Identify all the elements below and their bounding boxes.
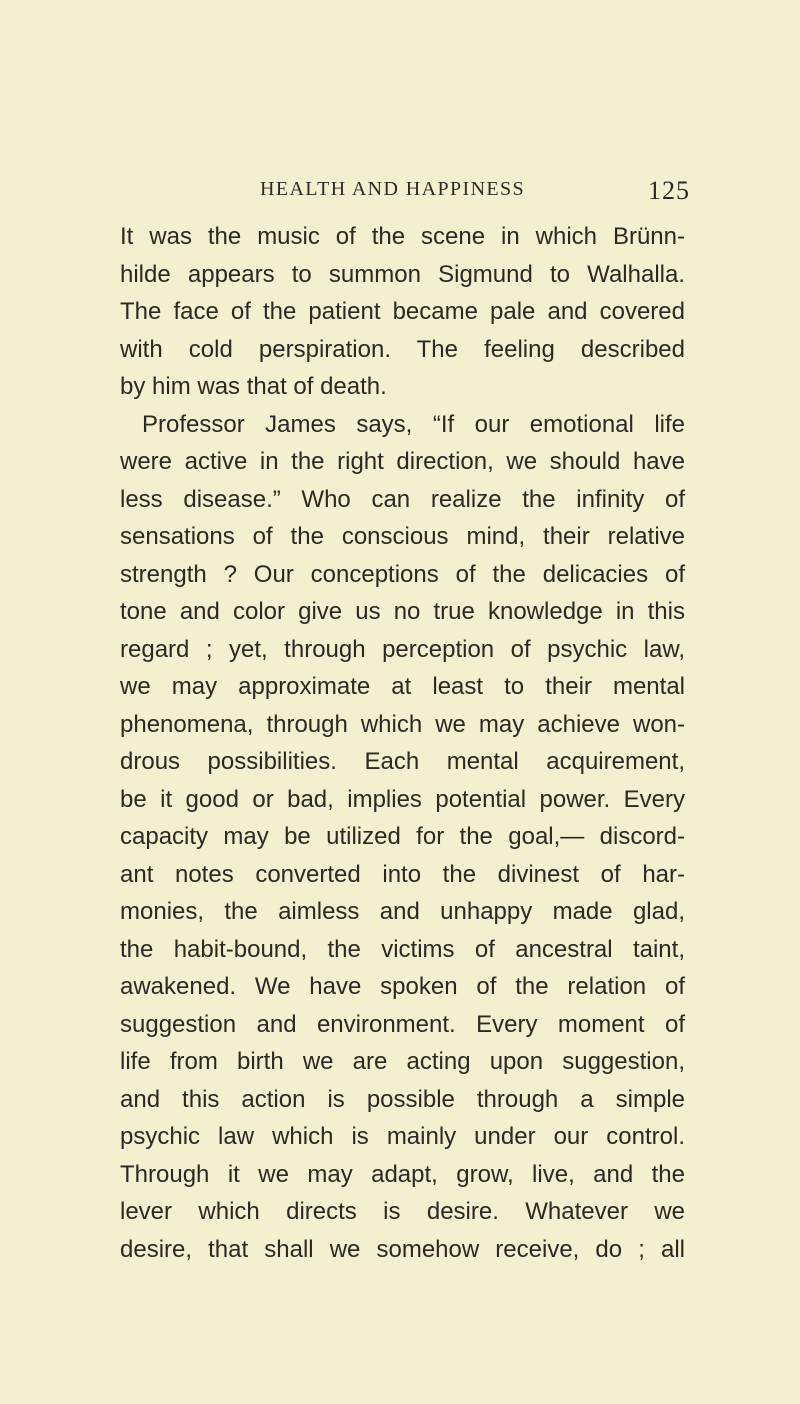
text-line: ant notes converted into the divinest of har- bbox=[120, 860, 685, 888]
text-line: phenomena, through which we may achieve won- bbox=[120, 710, 685, 738]
text-line: It was the music of the scene in which Brünn- bbox=[120, 223, 685, 250]
text-line: capacity may be utilized for the goal,— discord- bbox=[120, 823, 685, 850]
text-line: less disease.” Who can realize the infinity of bbox=[120, 485, 685, 513]
page-number: 125 bbox=[648, 176, 690, 205]
text-line: drous possibilities. Each mental acquirement, bbox=[120, 748, 685, 775]
text-line: tone and color give us no true knowledge in this bbox=[120, 598, 685, 625]
text-line: monies, the aimless and unhappy made glad, bbox=[120, 898, 685, 925]
text-line: by him was that of death. bbox=[120, 373, 387, 400]
text-line: life from birth we are acting upon suggestion, bbox=[120, 1048, 685, 1075]
text-line: Professor James says, “If our emotional life bbox=[142, 410, 685, 438]
text-line: awakened. We have spoken of the relation of bbox=[120, 973, 685, 1000]
text-line: Through it we may adapt, grow, live, and the bbox=[120, 1160, 685, 1188]
text-line: were active in the right direction, we should have bbox=[120, 448, 685, 475]
text-line: be it good or bad, implies potential power. Every bbox=[120, 785, 685, 813]
text-line: the habit-bound, the victims of ancestral taint, bbox=[120, 935, 685, 963]
text-line: regard ; yet, through perception of psychic law, bbox=[120, 635, 685, 663]
text-line: The face of the patient became pale and covered bbox=[120, 298, 685, 325]
text-line: and this action is possible through a simple bbox=[120, 1085, 685, 1113]
running-head bbox=[260, 178, 690, 208]
text-line: hilde appears to summon Sigmund to Walhalla. bbox=[120, 260, 685, 288]
text-line: suggestion and environment. Every moment of bbox=[120, 1010, 685, 1038]
text-line: lever which directs is desire. Whatever we bbox=[120, 1198, 685, 1225]
text-line: desire, that shall we somehow receive, do ; all bbox=[120, 1235, 685, 1263]
body-text bbox=[120, 218, 685, 1268]
text-line: strength ? Our conceptions of the delicacies of bbox=[120, 560, 685, 588]
text-line: with cold perspiration. The feeling described bbox=[120, 335, 685, 363]
text-line: sensations of the conscious mind, their relative bbox=[120, 523, 685, 550]
text-line: psychic law which is mainly under our control. bbox=[120, 1123, 685, 1150]
running-title: HEALTH AND HAPPINESS bbox=[260, 178, 526, 200]
text-line: we may approximate at least to their mental bbox=[120, 673, 685, 700]
